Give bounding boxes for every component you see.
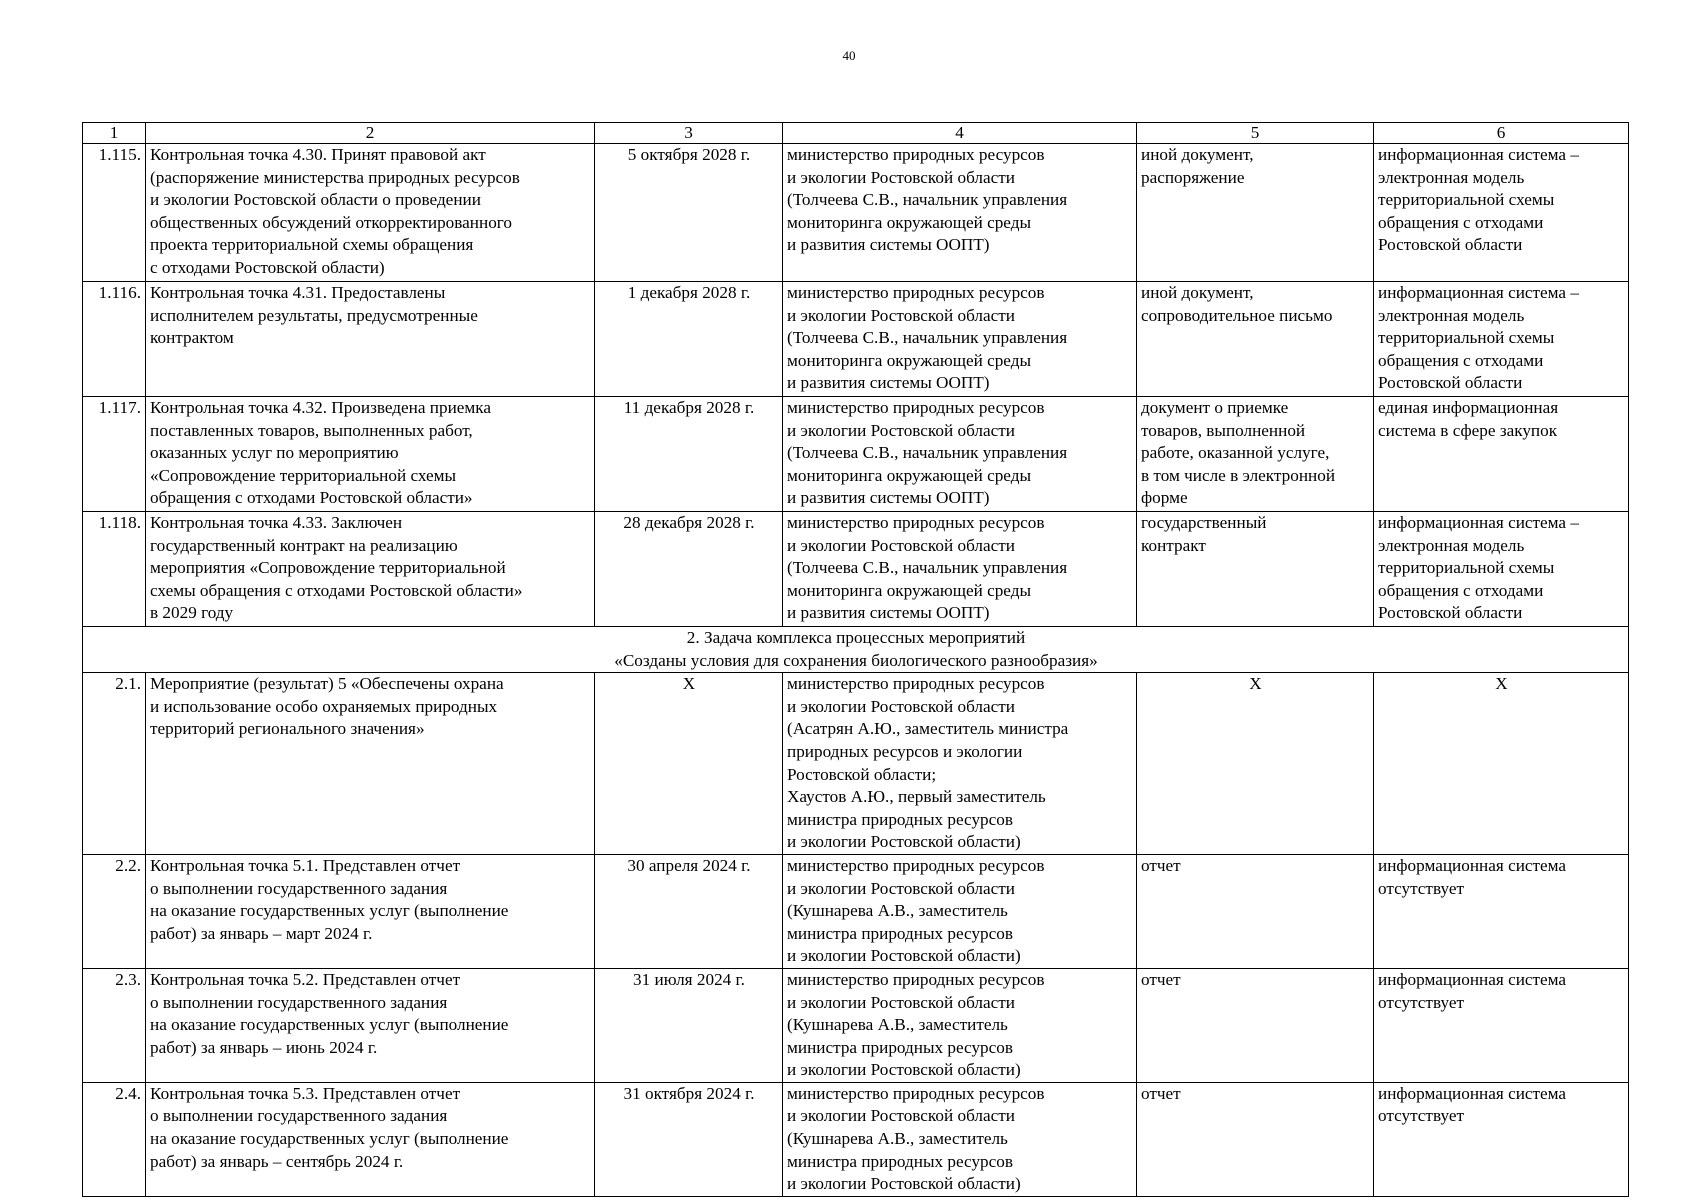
row-system: информационная система отсутствует <box>1374 1082 1629 1196</box>
row-system: X <box>1374 673 1629 855</box>
row-responsible: министерство природных ресурсов и экологии Ростовской области (Кушнарева А.В., заместитель министра природных ресурсов и экологии Ростовской области) <box>783 854 1137 968</box>
row-description: Контрольная точка 4.33. Заключен государственный контракт на реализацию мероприятия «Сопровождение территориальной схемы обращения с отходами Ростовской области» в 2029 году <box>146 512 595 627</box>
row-date: 11 декабря 2028 г. <box>595 397 783 512</box>
table-row <box>83 673 1629 855</box>
row-document: отчет <box>1137 968 1374 1082</box>
row-responsible: министерство природных ресурсов и экологии Ростовской области (Толчеева С.В., начальник управления мониторинга окружающей среды и развития системы ООПТ) <box>783 397 1137 512</box>
row-document: X <box>1137 673 1374 855</box>
header-cell: 6 <box>1374 123 1629 144</box>
header-cell: 1 <box>83 123 146 144</box>
header-cell: 2 <box>146 123 595 144</box>
header-cell: 4 <box>783 123 1137 144</box>
row-document: государственный контракт <box>1137 512 1374 627</box>
row-number: 2.1. <box>83 673 146 855</box>
row-responsible: министерство природных ресурсов и экологии Ростовской области (Толчеева С.В., начальник управления мониторинга окружающей среды и развития системы ООПТ) <box>783 512 1137 627</box>
table-row <box>83 282 1629 397</box>
row-document: иной документ, сопроводительное письмо <box>1137 282 1374 397</box>
row-date: 28 декабря 2028 г. <box>595 512 783 627</box>
row-description: Контрольная точка 5.1. Представлен отчет о выполнении государственного задания на оказание государственных услуг (выполнение работ) за январь – март 2024 г. <box>146 854 595 968</box>
row-system: информационная система отсутствует <box>1374 968 1629 1082</box>
header-cell: 5 <box>1137 123 1374 144</box>
section-row <box>83 627 1629 673</box>
section-title: 2. Задача комплекса процессных мероприятий «Созданы условия для сохранения биологического разнообразия» <box>83 627 1629 673</box>
row-description: Контрольная точка 4.30. Принят правовой акт (распоряжение министерства природных ресурсов и экологии Ростовской области о проведении общественных обсуждений откорректированного проекта территориальной схемы обращения с отходами Ростовской области) <box>146 144 595 282</box>
row-system: информационная система отсутствует <box>1374 854 1629 968</box>
row-description: Контрольная точка 5.3. Представлен отчет о выполнении государственного задания на оказание государственных услуг (выполнение работ) за январь – сентябрь 2024 г. <box>146 1082 595 1196</box>
row-document: отчет <box>1137 1082 1374 1196</box>
row-number: 1.118. <box>83 512 146 627</box>
table-row <box>83 1082 1629 1196</box>
row-system: информационная система – электронная модель территориальной схемы обращения с отходами Ростовской области <box>1374 144 1629 282</box>
table-row <box>83 144 1629 282</box>
row-description: Мероприятие (результат) 5 «Обеспечены охрана и использование особо охраняемых природных территорий регионального значения» <box>146 673 595 855</box>
row-number: 1.117. <box>83 397 146 512</box>
row-responsible: министерство природных ресурсов и экологии Ростовской области (Толчеева С.В., начальник управления мониторинга окружающей среды и развития системы ООПТ) <box>783 282 1137 397</box>
row-document: отчет <box>1137 854 1374 968</box>
row-date: 1 декабря 2028 г. <box>595 282 783 397</box>
row-responsible: министерство природных ресурсов и экологии Ростовской области (Толчеева С.В., начальник управления мониторинга окружающей среды и развития системы ООПТ) <box>783 144 1137 282</box>
row-document: документ о приемке товаров, выполненной работе, оказанной услуге, в том числе в электронной форме <box>1137 397 1374 512</box>
row-responsible: министерство природных ресурсов и экологии Ростовской области (Кушнарева А.В., заместитель министра природных ресурсов и экологии Ростовской области) <box>783 968 1137 1082</box>
row-date: 31 октября 2024 г. <box>595 1082 783 1196</box>
row-date: 31 июля 2024 г. <box>595 968 783 1082</box>
row-date: X <box>595 673 783 855</box>
row-number: 2.4. <box>83 1082 146 1196</box>
table-header-row <box>83 123 1629 144</box>
page-number: 40 <box>842 48 856 63</box>
row-date: 5 октября 2028 г. <box>595 144 783 282</box>
header-cell: 3 <box>595 123 783 144</box>
table-row <box>83 397 1629 512</box>
row-system: информационная система – электронная модель территориальной схемы обращения с отходами Ростовской области <box>1374 282 1629 397</box>
row-description: Контрольная точка 4.31. Предоставлены исполнителем результаты, предусмотренные контрактом <box>146 282 595 397</box>
row-responsible: министерство природных ресурсов и экологии Ростовской области (Кушнарева А.В., заместитель министра природных ресурсов и экологии Ростовской области) <box>783 1082 1137 1196</box>
plan-table <box>82 122 1629 1197</box>
row-number: 2.2. <box>83 854 146 968</box>
table-row <box>83 854 1629 968</box>
row-system: единая информационная система в сфере закупок <box>1374 397 1629 512</box>
row-responsible: министерство природных ресурсов и экологии Ростовской области (Асатрян А.Ю., заместитель министра природных ресурсов и экологии Ростовской области; Хаустов А.Ю., первый заместитель министра природных ресурсов и экологии Ростовской области) <box>783 673 1137 855</box>
row-description: Контрольная точка 4.32. Произведена приемка поставленных товаров, выполненных работ, оказанных услуг по мероприятию «Сопровождение территориальной схемы обращения с отходами Ростовской области» <box>146 397 595 512</box>
row-number: 1.115. <box>83 144 146 282</box>
row-description: Контрольная точка 5.2. Представлен отчет о выполнении государственного задания на оказание государственных услуг (выполнение работ) за январь – июнь 2024 г. <box>146 968 595 1082</box>
row-document: иной документ, распоряжение <box>1137 144 1374 282</box>
row-number: 1.116. <box>83 282 146 397</box>
row-date: 30 апреля 2024 г. <box>595 854 783 968</box>
table-row <box>83 968 1629 1082</box>
row-system: информационная система – электронная модель территориальной схемы обращения с отходами Ростовской области <box>1374 512 1629 627</box>
row-number: 2.3. <box>83 968 146 1082</box>
table-row <box>83 512 1629 627</box>
